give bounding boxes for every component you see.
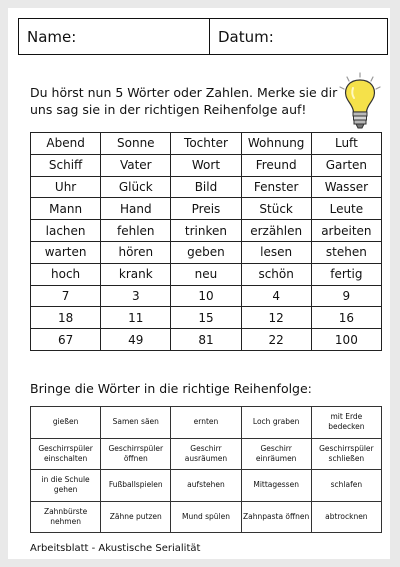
word-cell: Uhr [31,176,101,198]
lightbulb-icon [338,72,382,130]
step-card[interactable]: schlafen [311,470,381,502]
table-row [31,285,382,307]
step-card[interactable]: gießen [31,407,101,439]
worksheet-page [8,8,390,559]
number-cell: 16 [311,307,381,329]
word-cell: Hand [101,198,171,220]
word-cell: lesen [241,241,311,263]
table-row [31,198,382,220]
word-cell: Wohnung [241,133,311,155]
word-cell: Sonne [101,133,171,155]
number-cell: 100 [311,329,381,351]
word-cell: Preis [171,198,241,220]
word-cell: hören [101,241,171,263]
table-row [31,241,382,263]
word-cell: hoch [31,263,101,285]
table-row [31,263,382,285]
table-row [31,407,382,439]
step-card[interactable]: abtrocknen [311,501,381,533]
word-cell: Glück [101,176,171,198]
step-card[interactable]: ernten [171,407,241,439]
table-row [31,133,382,155]
step-card[interactable]: in die Schule gehen [31,470,101,502]
number-cell: 3 [101,285,171,307]
name-field[interactable] [19,19,210,54]
step-card[interactable]: Geschirrspüler schließen [311,438,381,470]
word-cell: Fenster [241,176,311,198]
instruction-text: Du hörst nun 5 Wörter oder Zahlen. Merke sie dir uns sag sie in der richtigen Reihenfolge auf! [30,85,338,117]
word-cell: Tochter [171,133,241,155]
word-cell: Mann [31,198,101,220]
number-cell: 10 [171,285,241,307]
table-row [31,220,382,242]
word-cell: Freund [241,154,311,176]
word-cell: warten [31,241,101,263]
table-row [31,307,382,329]
number-cell: 15 [171,307,241,329]
step-card[interactable]: Geschirrspüler einschalten [31,438,101,470]
word-cell: Bild [171,176,241,198]
word-cell: Luft [311,133,381,155]
table-row [31,470,382,502]
name-label: Name: [27,27,77,46]
header-box [18,18,388,55]
word-cell: neu [171,263,241,285]
step-card[interactable]: Zähne putzen [101,501,171,533]
table-row [31,501,382,533]
number-cell: 9 [311,285,381,307]
number-cell: 67 [31,329,101,351]
table-row [31,176,382,198]
word-cell: Garten [311,154,381,176]
step-card[interactable]: Geschirr ausräumen [171,438,241,470]
sequence-table [30,406,382,533]
date-label: Datum: [218,27,274,46]
word-cell: stehen [311,241,381,263]
date-field[interactable] [210,19,387,54]
number-cell: 12 [241,307,311,329]
step-card[interactable]: aufstehen [171,470,241,502]
number-cell: 22 [241,329,311,351]
word-cell: Wasser [311,176,381,198]
step-card[interactable]: Geschirrspüler öffnen [101,438,171,470]
word-cell: Schiff [31,154,101,176]
step-card[interactable]: Mittagessen [241,470,311,502]
word-cell: Wort [171,154,241,176]
step-card[interactable]: Mund spülen [171,501,241,533]
word-cell: trinken [171,220,241,242]
step-card[interactable]: Zahnbürste nehmen [31,501,101,533]
word-cell: Vater [101,154,171,176]
word-cell: erzählen [241,220,311,242]
step-card[interactable]: Zahnpasta öffnen [241,501,311,533]
word-cell: arbeiten [311,220,381,242]
word-cell: fertig [311,263,381,285]
word-cell: geben [171,241,241,263]
number-cell: 11 [101,307,171,329]
word-cell: Stück [241,198,311,220]
word-table [30,132,382,351]
table-row [31,438,382,470]
footer-text: Arbeitsblatt - Akustische Serialität [30,543,201,554]
step-card[interactable]: Fußballspielen [101,470,171,502]
number-cell: 49 [101,329,171,351]
table-row [31,154,382,176]
number-cell: 81 [171,329,241,351]
task-heading: Bringe die Wörter in die richtige Reihenfolge: [30,381,312,396]
word-cell: Abend [31,133,101,155]
word-cell: schön [241,263,311,285]
number-cell: 7 [31,285,101,307]
word-cell: Leute [311,198,381,220]
step-card[interactable]: Geschirr einräumen [241,438,311,470]
word-cell: krank [101,263,171,285]
word-cell: lachen [31,220,101,242]
number-cell: 18 [31,307,101,329]
step-card[interactable]: Samen säen [101,407,171,439]
step-card[interactable]: mit Erde bedecken [311,407,381,439]
step-card[interactable]: Loch graben [241,407,311,439]
word-cell: fehlen [101,220,171,242]
table-row [31,329,382,351]
number-cell: 4 [241,285,311,307]
